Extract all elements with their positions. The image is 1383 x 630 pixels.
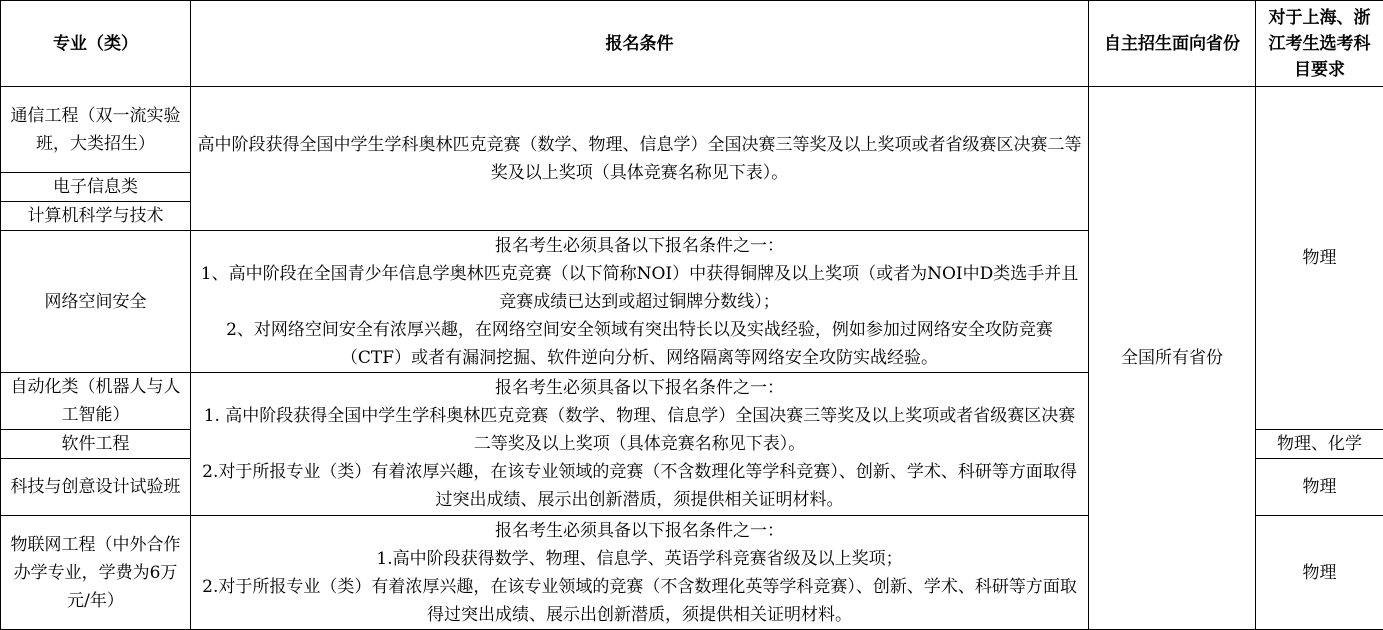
major-cell: 物联网工程（中外合作办学专业，学费为6万元/年） <box>1 516 191 630</box>
major-cell: 网络空间安全 <box>1 231 191 373</box>
condition-item: 2、对网络空间安全有浓厚兴趣，在网络空间安全领域有突出特长以及实战经验，例如参加过网络安全攻防竞赛（CTF）或者有漏洞挖掘、软件逆向分析、网络隔离等网络安全攻防实战经验。 <box>197 316 1082 372</box>
header-major: 专业（类） <box>1 1 191 87</box>
condition-intro: 报名考生必须具备以下报名条件之一： <box>197 232 1082 260</box>
province-cell: 全国所有省份 <box>1089 87 1256 630</box>
header-provinces: 自主招生面向省份 <box>1089 1 1256 87</box>
conditions-cell <box>191 87 1089 231</box>
conditions-cell <box>191 516 1089 630</box>
header-subjects: 对于上海、浙江考生选考科目要求 <box>1256 1 1383 87</box>
header-conditions: 报名条件 <box>191 1 1089 87</box>
conditions-cell <box>191 373 1089 516</box>
major-cell: 软件工程 <box>1 430 191 459</box>
major-cell: 科技与创意设计试验班 <box>1 459 191 516</box>
subject-cell: 物理 <box>1256 516 1383 630</box>
subject-cell: 物理 <box>1256 87 1383 430</box>
condition-intro: 报名考生必须具备以下报名条件之一： <box>197 517 1082 545</box>
subject-cell: 物理 <box>1256 459 1383 516</box>
major-cell: 通信工程（双一流实验班，大类招生） <box>1 87 191 173</box>
major-cell: 计算机科学与技术 <box>1 202 191 231</box>
condition-item: 2.对于所报专业（类）有着浓厚兴趣，在该专业领域的竞赛（不含数理化等学科竞赛）、创新、学术、科研等方面取得过突出成绩、展示出创新潜质，须提供相关证明材料。 <box>197 458 1082 514</box>
condition-item: 2.对于所报专业（类）有着浓厚兴趣，在该专业领域的竞赛（不含数理化英等学科竞赛）、创新、学术、科研等方面取得过突出成绩、展示出创新潜质，须提供相关证明材料。 <box>197 573 1082 629</box>
subject-cell: 物理、化学 <box>1256 430 1383 459</box>
condition-item: 1、高中阶段在全国青少年信息学奥林匹克竞赛（以下简称NOI）中获得铜牌及以上奖项（或者为NOI中D类选手并且竞赛成绩已达到或超过铜牌分数线）； <box>197 260 1082 316</box>
major-cell: 电子信息类 <box>1 173 191 202</box>
condition-intro: 报名考生必须具备以下报名条件之一： <box>197 374 1082 402</box>
condition-item: 1. 高中阶段获得全国中学生学科奥林匹克竞赛（数学、物理、信息学）全国决赛三等奖及以上奖项或者省级赛区决赛二等奖及以上奖项（具体竞赛名称见下表）。 <box>197 402 1082 458</box>
condition-text: 高中阶段获得全国中学生学科奥林匹克竞赛（数学、物理、信息学）全国决赛三等奖及以上奖项或者省级赛区决赛二等奖及以上奖项（具体竞赛名称见下表）。 <box>197 131 1082 187</box>
condition-item: 1.高中阶段获得数学、物理、信息学、英语学科竞赛省级及以上奖项； <box>197 545 1082 573</box>
conditions-cell <box>191 231 1089 373</box>
major-cell: 自动化类（机器人与人工智能） <box>1 373 191 430</box>
